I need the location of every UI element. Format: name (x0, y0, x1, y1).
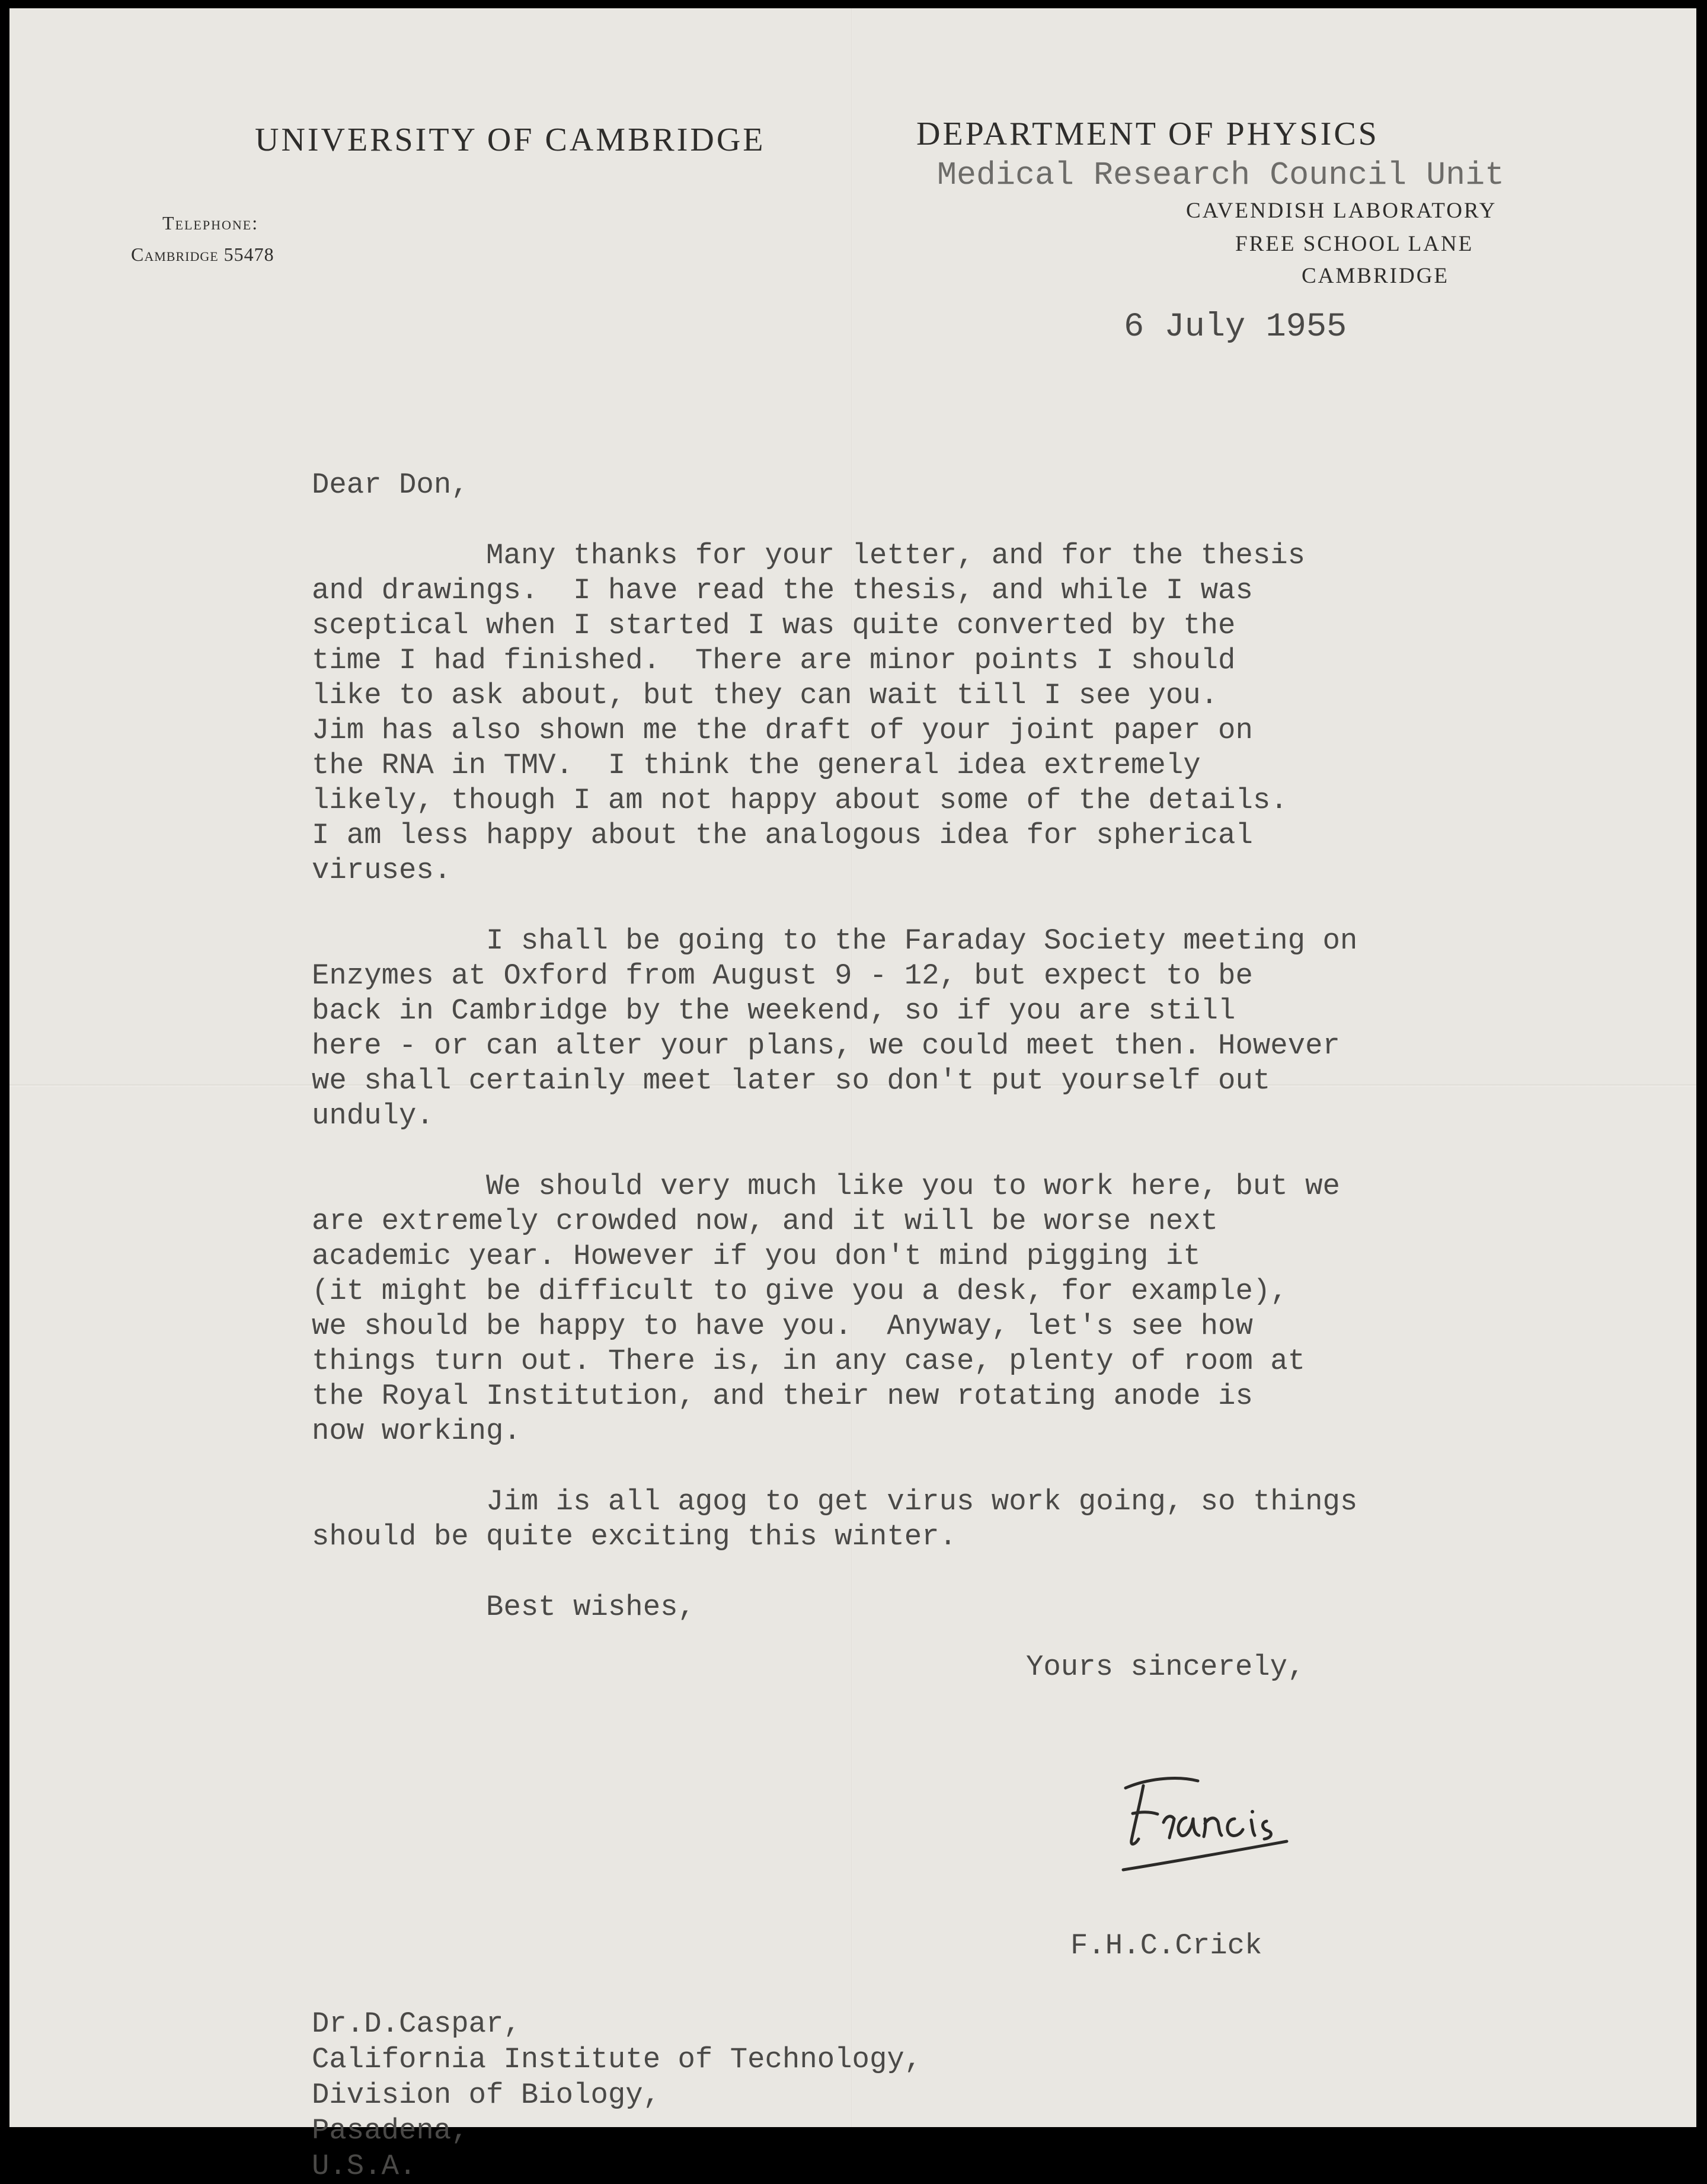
body-line: Jim has also shown me the draft of your joint paper on (312, 714, 1253, 747)
body-line: time I had finished. There are minor points I should (312, 644, 1236, 677)
body-line: back in Cambridge by the weekend, so if you are still (312, 994, 1236, 1027)
body-line: Best wishes, (312, 1591, 695, 1624)
recipient-line: U.S.A. (312, 2150, 417, 2183)
body-line: here - or can alter your plans, we could meet then. However (312, 1029, 1340, 1062)
body-line: We should very much like you to work here, but we (312, 1170, 1340, 1203)
handwritten-signature (1109, 1757, 1310, 1876)
salutation: Dear Don, (312, 468, 469, 502)
address-line: CAVENDISH LABORATORY (1186, 199, 1497, 223)
paragraph (312, 1484, 1357, 1554)
university-name: UNIVERSITY OF CAMBRIDGE (255, 122, 766, 158)
body-line: are extremely crowded now, and it will be worse next (312, 1205, 1219, 1238)
body-line: I shall be going to the Faraday Society meeting on (312, 924, 1358, 957)
letter-date: 6 July 1955 (1124, 308, 1347, 346)
body-line: sceptical when I started I was quite converted by the (312, 609, 1236, 642)
recipient-line: Dr.D.Caspar, (312, 2007, 521, 2041)
body-line: I am less happy about the analogous idea for spherical (312, 819, 1253, 852)
body-line: (it might be difficult to give you a desk, for example), (312, 1275, 1288, 1308)
letter-body (312, 468, 1357, 1625)
telephone-number: Cambridge 55478 (131, 244, 274, 265)
department-name: DEPARTMENT OF PHYSICS (916, 116, 1379, 152)
letter-sheet (9, 8, 1696, 2183)
body-line: now working. (312, 1415, 521, 1448)
body-line: likely, though I am not happy about some of the details. (312, 784, 1288, 817)
body-line: we shall certainly meet later so don't put yourself out (312, 1064, 1271, 1097)
closing: Yours sincerely, (1026, 1650, 1305, 1684)
body-line: viruses. (312, 854, 452, 887)
body-line: the Royal Institution, and their new rotating anode is (312, 1380, 1253, 1413)
paragraph (312, 1590, 1357, 1625)
address-line: FREE SCHOOL LANE (1235, 232, 1474, 256)
recipient-line: Division of Biology, (312, 2078, 661, 2112)
recipient-line: Pasadena, (312, 2114, 469, 2147)
paragraph (312, 924, 1357, 1133)
body-line: the RNA in TMV. I think the general idea extremely (312, 749, 1201, 782)
research-unit: Medical Research Council Unit (937, 157, 1505, 194)
recipient-line: California Institute of Technology, (312, 2043, 922, 2076)
body-line: should be quite exciting this winter. (312, 1520, 957, 1553)
body-line: and drawings. I have read the thesis, and while I was (312, 574, 1253, 607)
paragraph (312, 1169, 1357, 1449)
body-line: Enzymes at Oxford from August 9 - 12, but expect to be (312, 959, 1253, 992)
body-line: Jim is all agog to get virus work going, so things (312, 1485, 1358, 1518)
body-line: unduly. (312, 1099, 434, 1132)
telephone-label: Telephone: (162, 212, 259, 234)
paragraph (312, 538, 1357, 888)
body-line: like to ask about, but they can wait till I see you. (312, 679, 1219, 712)
address-line: CAMBRIDGE (1302, 264, 1450, 288)
recipient-address (312, 2006, 922, 2184)
body-line: Many thanks for your letter, and for the thesis (312, 539, 1306, 572)
body-line: we should be happy to have you. Anyway, let's see how (312, 1310, 1253, 1343)
signer-name: F.H.C.Crick (1070, 1929, 1262, 1962)
body-line: academic year. However if you don't mind pigging it (312, 1240, 1201, 1273)
body-line: things turn out. There is, in any case, plenty of room at (312, 1345, 1306, 1378)
